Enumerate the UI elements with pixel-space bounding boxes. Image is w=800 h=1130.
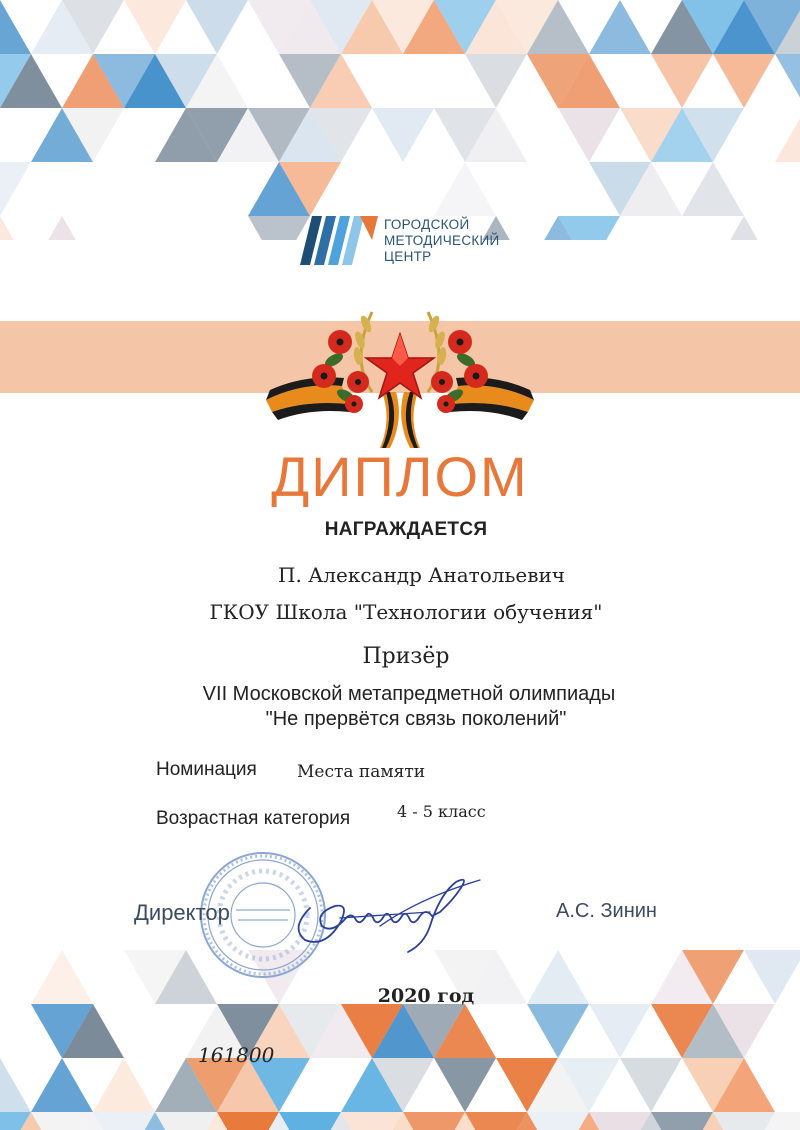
decor-triangle	[155, 1112, 217, 1130]
decor-triangle	[186, 0, 248, 54]
victory-star-ribbon-wreath-icon	[262, 300, 538, 452]
recipient-name: П. Александр Анатольевич	[278, 563, 566, 587]
decor-triangle	[620, 1058, 682, 1112]
decor-triangle	[465, 54, 527, 108]
decor-triangle	[434, 1058, 496, 1112]
age-category-value: 4 - 5 класс	[397, 802, 486, 821]
decor-triangle	[527, 1004, 589, 1058]
logo-text	[384, 217, 500, 265]
event-title-line-1: VII Московской метапредметной олимпиады	[202, 683, 616, 705]
decor-triangle	[713, 216, 775, 240]
award-result: Призёр	[362, 644, 450, 669]
decor-triangle	[31, 216, 93, 240]
decor-triangle	[93, 1058, 155, 1112]
decor-triangle	[651, 1112, 713, 1130]
decor-triangle	[124, 0, 186, 54]
age-category-label: Возрастная категория	[156, 808, 351, 829]
director-label: Директор	[134, 900, 230, 925]
handwritten-signature-icon	[280, 868, 500, 958]
decor-triangle	[0, 162, 31, 216]
top-triangle-pattern	[0, 0, 800, 240]
logo-line-3: ЦЕНТР	[384, 249, 432, 264]
decor-triangle	[0, 216, 31, 240]
decor-triangle	[527, 1112, 589, 1130]
decor-triangle	[713, 54, 775, 108]
decor-triangle	[93, 1112, 155, 1130]
director-name: А.С. Зинин	[556, 900, 657, 922]
decor-triangle	[589, 1004, 651, 1058]
decor-triangle	[434, 162, 496, 216]
nomination-label: Номинация	[156, 759, 257, 780]
logo-line-1: ГОРОДСКОЙ	[384, 217, 470, 232]
decor-triangle	[0, 0, 31, 54]
diploma-number: 161800	[198, 1043, 275, 1067]
decor-triangle	[465, 1112, 527, 1130]
logo-line-2: МЕТОДИЧЕСКИЙ	[384, 233, 500, 248]
decor-triangle	[403, 1112, 465, 1130]
award-year: 2020 год	[377, 985, 475, 1007]
decor-triangle	[558, 108, 620, 162]
decor-triangle	[651, 54, 713, 108]
decor-triangle	[341, 1112, 403, 1130]
event-title-line-2: "Не прервётся связь поколений"	[265, 708, 567, 730]
decor-triangle	[713, 1112, 775, 1130]
methodical-center-logo	[300, 210, 510, 272]
decor-triangle	[682, 162, 744, 216]
decor-triangle	[775, 108, 800, 162]
awarded-label: НАГРАЖДАЕТСЯ	[324, 519, 488, 540]
decor-triangle	[0, 1058, 31, 1112]
decor-triangle	[279, 1112, 341, 1130]
decor-triangle	[217, 1112, 279, 1130]
decor-triangle	[31, 1058, 93, 1112]
decor-triangle	[589, 0, 651, 54]
school-name: ГКОУ Школа "Технологии обучения"	[209, 600, 603, 624]
logo-mark-icon	[300, 210, 380, 272]
nomination-value: Места памяти	[297, 762, 426, 782]
decor-triangle	[589, 1112, 651, 1130]
decor-triangle	[775, 54, 800, 108]
bottom-triangle-pattern	[0, 950, 800, 1130]
diploma-title: ДИПЛОМ	[271, 445, 529, 508]
decor-triangle	[372, 108, 434, 162]
decor-triangle	[31, 1112, 93, 1130]
